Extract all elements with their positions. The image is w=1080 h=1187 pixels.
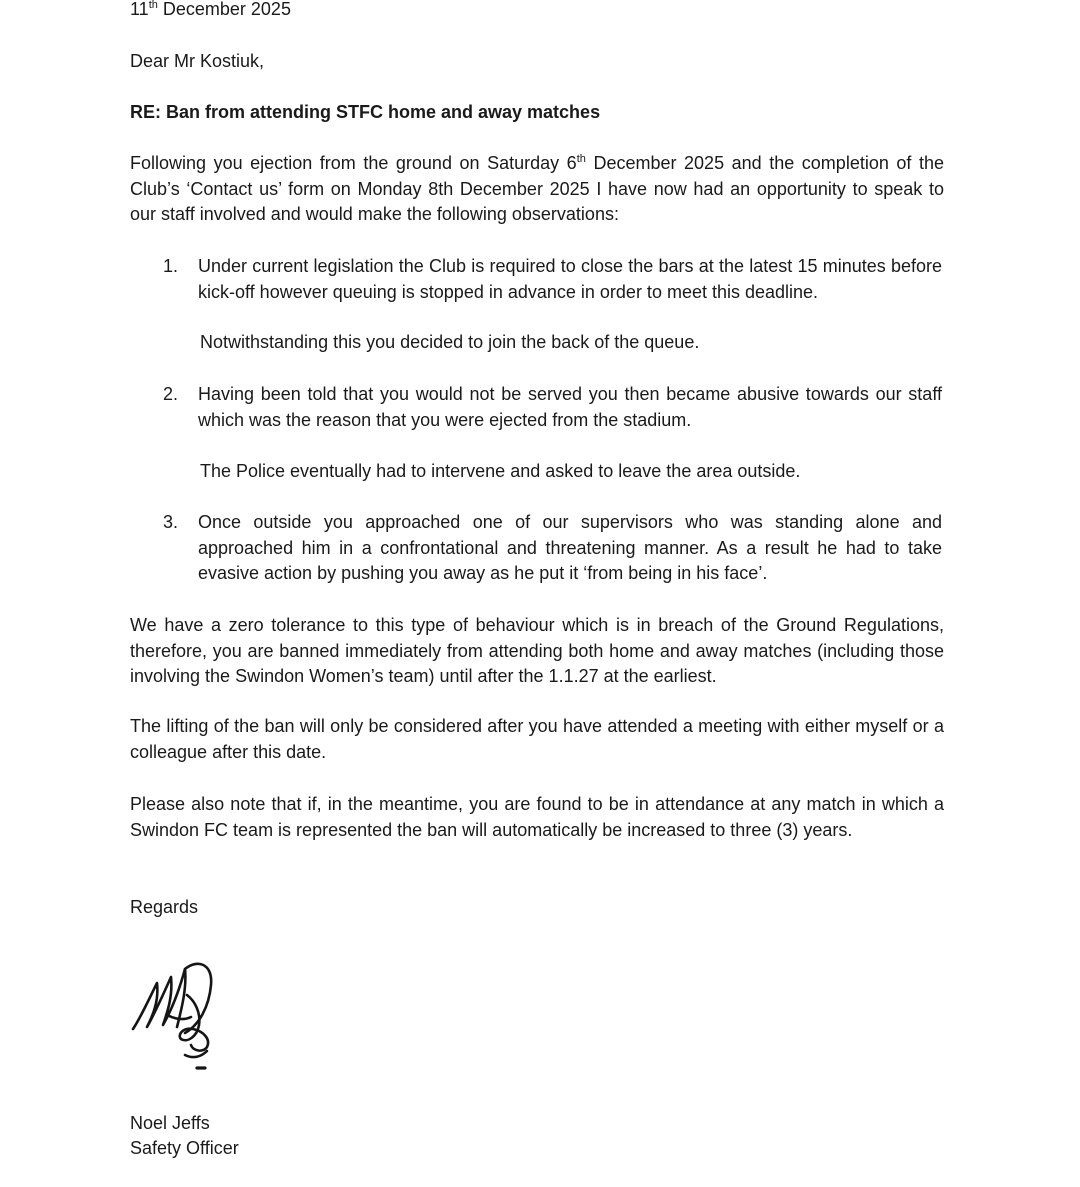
ban-paragraph: We have a zero tolerance to this type of behaviour which is in breach of the Ground Regulations, therefore, you are banned immediately from attending both home and away matches (including those involving the Swindon Women’s team) until after the 1.1.27 at the earliest. (130, 615, 944, 687)
signatory-name: Noel Jeffs (130, 1113, 210, 1133)
subject-line: RE: Ban from attending STFC home and away matches (130, 102, 601, 122)
list-item-note: Notwithstanding this you decided to join the back of the queue. (200, 332, 700, 352)
date-day: 11 (130, 0, 149, 19)
salutation: Dear Mr Kostiuk, (130, 51, 265, 71)
intro-before-sup: Following you ejection from the ground on Saturday 6 (130, 153, 577, 173)
date-rest: December 2025 (157, 0, 291, 19)
list-item-text: Once outside you approached one of our supervisors who was standing alone and approached him in a confrontational and threatening manner. As a result he had to take evasive action by pushing you away as he put it ‘from being in his face’. (198, 512, 942, 584)
list-item-text: Under current legislation the Club is required to close the bars at the latest 15 minutes before kick-off however queuing is stopped in advance in order to meet this deadline. (198, 256, 942, 302)
lifting-paragraph: The lifting of the ban will only be considered after you have attended a meeting with either myself or a colleague after this date. (130, 716, 944, 762)
list-item-number: 3. (163, 512, 179, 532)
intro-sup: th (576, 153, 586, 165)
list-item-text: Having been told that you would not be served you then became abusive towards our staff which was the reason that you were ejected from the stadium. (198, 384, 942, 430)
warning-paragraph: Please also note that if, in the meantime, you are found to be in attendance at any match in which a Swindon FC team is represented the ban will automatically be increased to three (3) years. (130, 794, 944, 840)
intro-paragraph (130, 151, 944, 228)
letter-date (130, 0, 291, 20)
date-ordinal: th (148, 0, 158, 11)
list-item-number: 1. (163, 256, 179, 276)
list-item-note: The Police eventually had to intervene and asked to leave the area outside. (200, 461, 801, 481)
signatory-title: Safety Officer (130, 1138, 239, 1158)
closing: Regards (130, 897, 199, 917)
intro-after-sup: December 2025 and the completion of the Club’s ‘Contact us’ form on Monday 8th December 2025 I have now had an opportunity to speak to our staff involved and would make the following observations: (130, 153, 944, 225)
list-item-number: 2. (163, 384, 179, 404)
handwritten-signature (127, 955, 222, 1075)
